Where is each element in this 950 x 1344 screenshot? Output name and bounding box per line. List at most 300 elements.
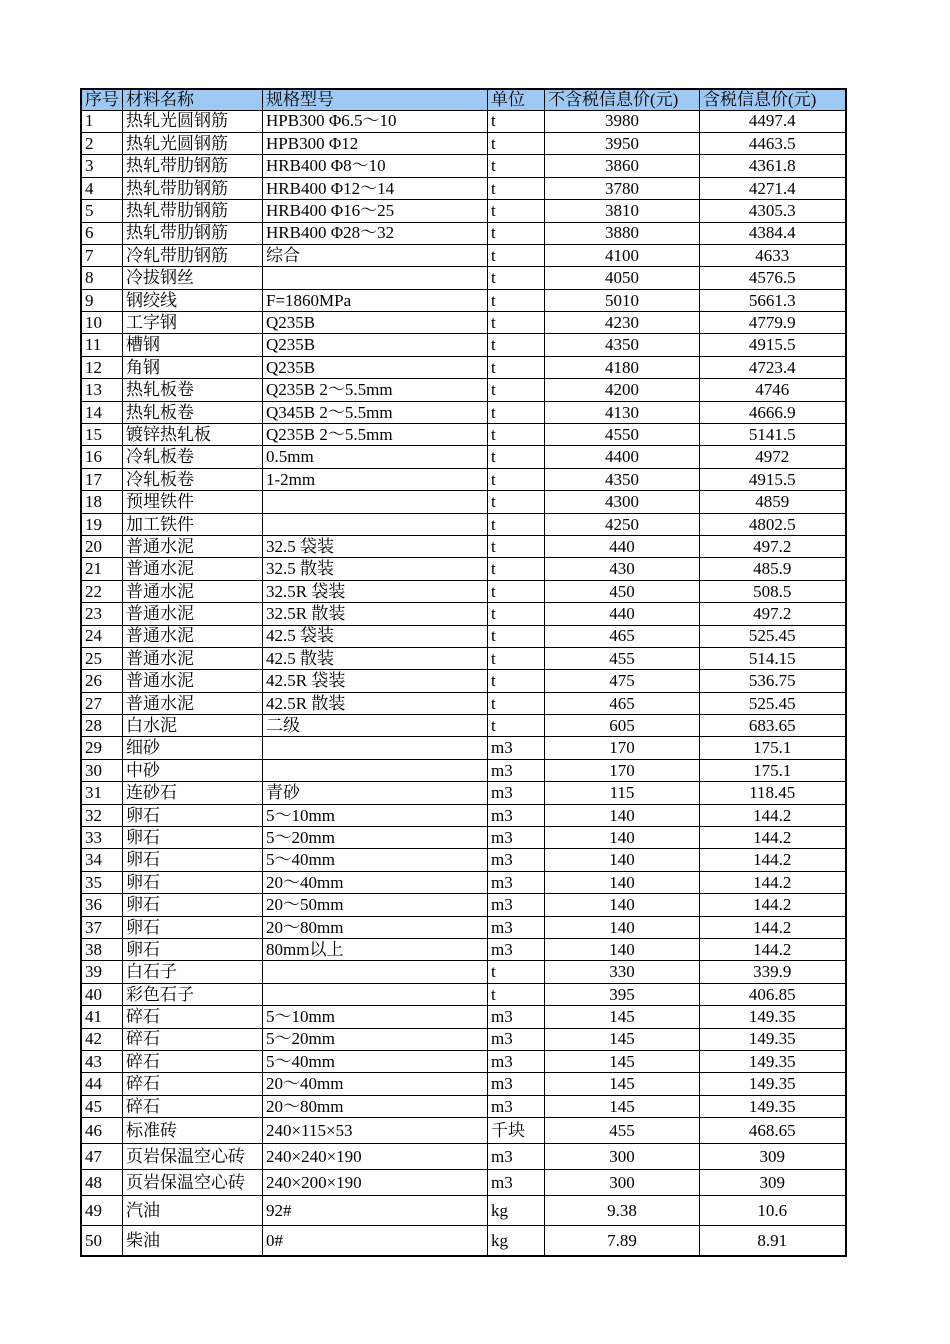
cell-price_ex[interactable]: 455 [545, 1118, 700, 1144]
cell-name[interactable]: 卵石 [123, 871, 263, 893]
cell-spec[interactable]: 20～40mm [263, 871, 488, 893]
cell-no[interactable]: 19 [81, 513, 123, 535]
cell-price_ex[interactable]: 140 [545, 894, 700, 916]
cell-unit[interactable]: m3 [488, 1095, 545, 1117]
cell-unit[interactable]: m3 [488, 849, 545, 871]
cell-price_ex[interactable]: 475 [545, 670, 700, 692]
cell-unit[interactable]: m3 [488, 1028, 545, 1050]
cell-name[interactable]: 彩色石子 [123, 983, 263, 1005]
cell-price_inc[interactable]: 10.6 [700, 1196, 846, 1226]
cell-no[interactable]: 32 [81, 804, 123, 826]
cell-spec[interactable]: 1-2mm [263, 468, 488, 490]
cell-name[interactable]: 热轧带肋钢筋 [123, 222, 263, 244]
cell-spec[interactable]: 240×240×190 [263, 1144, 488, 1170]
cell-no[interactable]: 46 [81, 1118, 123, 1144]
header-cell-unit[interactable]: 单位 [488, 89, 545, 110]
cell-name[interactable]: 卵石 [123, 894, 263, 916]
cell-name[interactable]: 工字钢 [123, 312, 263, 334]
cell-price_ex[interactable]: 4350 [545, 334, 700, 356]
cell-price_ex[interactable]: 430 [545, 558, 700, 580]
cell-unit[interactable]: m3 [488, 894, 545, 916]
cell-price_inc[interactable]: 5661.3 [700, 289, 846, 311]
cell-price_inc[interactable]: 525.45 [700, 692, 846, 714]
cell-price_inc[interactable]: 149.35 [700, 1050, 846, 1072]
cell-unit[interactable]: t [488, 334, 545, 356]
cell-spec[interactable] [263, 737, 488, 759]
cell-name[interactable]: 普通水泥 [123, 647, 263, 669]
cell-name[interactable]: 普通水泥 [123, 558, 263, 580]
cell-name[interactable]: 冷轧板卷 [123, 468, 263, 490]
cell-unit[interactable]: t [488, 513, 545, 535]
cell-unit[interactable]: t [488, 625, 545, 647]
cell-spec[interactable]: HPB300 Φ12 [263, 132, 488, 154]
cell-unit[interactable]: kg [488, 1196, 545, 1226]
header-cell-price-inc[interactable]: 含税信息价(元) [700, 89, 846, 110]
cell-price_ex[interactable]: 145 [545, 1095, 700, 1117]
cell-spec[interactable]: HRB400 Φ8～10 [263, 155, 488, 177]
cell-name[interactable]: 普通水泥 [123, 603, 263, 625]
cell-spec[interactable]: 42.5 袋装 [263, 625, 488, 647]
cell-no[interactable]: 41 [81, 1006, 123, 1028]
cell-no[interactable]: 6 [81, 222, 123, 244]
cell-no[interactable]: 21 [81, 558, 123, 580]
cell-spec[interactable]: Q235B 2～5.5mm [263, 424, 488, 446]
cell-no[interactable]: 1 [81, 110, 123, 132]
cell-unit[interactable]: t [488, 177, 545, 199]
cell-no[interactable]: 47 [81, 1144, 123, 1170]
cell-name[interactable]: 冷轧板卷 [123, 446, 263, 468]
cell-spec[interactable]: 5～10mm [263, 1006, 488, 1028]
cell-price_inc[interactable]: 4779.9 [700, 312, 846, 334]
cell-name[interactable]: 柴油 [123, 1226, 263, 1256]
cell-spec[interactable] [263, 513, 488, 535]
cell-spec[interactable] [263, 961, 488, 983]
cell-price_ex[interactable]: 170 [545, 759, 700, 781]
cell-name[interactable]: 中砂 [123, 759, 263, 781]
cell-price_ex[interactable]: 140 [545, 804, 700, 826]
cell-unit[interactable]: t [488, 244, 545, 266]
cell-price_inc[interactable]: 149.35 [700, 1006, 846, 1028]
cell-unit[interactable]: t [488, 535, 545, 557]
cell-price_ex[interactable]: 4100 [545, 244, 700, 266]
cell-name[interactable]: 槽钢 [123, 334, 263, 356]
cell-unit[interactable]: t [488, 356, 545, 378]
cell-name[interactable]: 白水泥 [123, 715, 263, 737]
cell-price_inc[interactable]: 4497.4 [700, 110, 846, 132]
cell-no[interactable]: 35 [81, 871, 123, 893]
cell-price_ex[interactable]: 330 [545, 961, 700, 983]
header-cell-name[interactable]: 材料名称 [123, 89, 263, 110]
header-cell-no[interactable]: 序号 [81, 89, 123, 110]
cell-price_ex[interactable]: 440 [545, 603, 700, 625]
cell-price_inc[interactable]: 339.9 [700, 961, 846, 983]
cell-spec[interactable]: 5～20mm [263, 1028, 488, 1050]
cell-spec[interactable]: 5～40mm [263, 1050, 488, 1072]
cell-no[interactable]: 27 [81, 692, 123, 714]
cell-price_ex[interactable]: 395 [545, 983, 700, 1005]
cell-name[interactable]: 普通水泥 [123, 692, 263, 714]
cell-price_inc[interactable]: 144.2 [700, 894, 846, 916]
cell-price_ex[interactable]: 3860 [545, 155, 700, 177]
cell-spec[interactable]: HRB400 Φ28～32 [263, 222, 488, 244]
cell-price_inc[interactable]: 4746 [700, 379, 846, 401]
cell-spec[interactable]: 240×200×190 [263, 1170, 488, 1196]
cell-spec[interactable]: Q345B 2～5.5mm [263, 401, 488, 423]
cell-no[interactable]: 49 [81, 1196, 123, 1226]
cell-name[interactable]: 卵石 [123, 916, 263, 938]
cell-name[interactable]: 热轧板卷 [123, 401, 263, 423]
cell-no[interactable]: 31 [81, 782, 123, 804]
cell-price_ex[interactable]: 4050 [545, 267, 700, 289]
cell-price_ex[interactable]: 4550 [545, 424, 700, 446]
cell-price_ex[interactable]: 450 [545, 580, 700, 602]
cell-no[interactable]: 34 [81, 849, 123, 871]
cell-no[interactable]: 44 [81, 1073, 123, 1095]
cell-name[interactable]: 汽油 [123, 1196, 263, 1226]
cell-no[interactable]: 45 [81, 1095, 123, 1117]
cell-spec[interactable] [263, 759, 488, 781]
cell-price_inc[interactable]: 5141.5 [700, 424, 846, 446]
cell-spec[interactable]: 80mm以上 [263, 939, 488, 961]
cell-price_ex[interactable]: 4230 [545, 312, 700, 334]
cell-no[interactable]: 20 [81, 535, 123, 557]
cell-no[interactable]: 33 [81, 827, 123, 849]
cell-name[interactable]: 热轧带肋钢筋 [123, 155, 263, 177]
cell-spec[interactable]: 综合 [263, 244, 488, 266]
cell-price_ex[interactable]: 145 [545, 1073, 700, 1095]
cell-price_ex[interactable]: 465 [545, 692, 700, 714]
cell-name[interactable]: 普通水泥 [123, 625, 263, 647]
cell-no[interactable]: 23 [81, 603, 123, 625]
cell-unit[interactable]: t [488, 603, 545, 625]
cell-spec[interactable]: 42.5 散装 [263, 647, 488, 669]
cell-unit[interactable]: t [488, 132, 545, 154]
cell-price_inc[interactable]: 485.9 [700, 558, 846, 580]
cell-unit[interactable]: t [488, 401, 545, 423]
cell-unit[interactable]: t [488, 558, 545, 580]
cell-no[interactable]: 14 [81, 401, 123, 423]
cell-price_inc[interactable]: 4723.4 [700, 356, 846, 378]
cell-spec[interactable]: HPB300 Φ6.5～10 [263, 110, 488, 132]
cell-no[interactable]: 16 [81, 446, 123, 468]
cell-unit[interactable]: m3 [488, 939, 545, 961]
cell-price_ex[interactable]: 4180 [545, 356, 700, 378]
cell-unit[interactable]: 千块 [488, 1118, 545, 1144]
cell-spec[interactable]: 32.5 散装 [263, 558, 488, 580]
cell-price_inc[interactable]: 497.2 [700, 535, 846, 557]
cell-no[interactable]: 38 [81, 939, 123, 961]
cell-no[interactable]: 28 [81, 715, 123, 737]
cell-spec[interactable]: 32.5R 散装 [263, 603, 488, 625]
cell-price_inc[interactable]: 683.65 [700, 715, 846, 737]
cell-unit[interactable]: t [488, 491, 545, 513]
cell-name[interactable]: 碎石 [123, 1050, 263, 1072]
cell-unit[interactable]: m3 [488, 916, 545, 938]
cell-price_inc[interactable]: 4666.9 [700, 401, 846, 423]
cell-name[interactable]: 普通水泥 [123, 535, 263, 557]
cell-price_ex[interactable]: 3780 [545, 177, 700, 199]
cell-price_ex[interactable]: 300 [545, 1144, 700, 1170]
cell-unit[interactable]: t [488, 647, 545, 669]
cell-no[interactable]: 12 [81, 356, 123, 378]
cell-unit[interactable]: t [488, 468, 545, 490]
cell-spec[interactable]: 32.5 袋装 [263, 535, 488, 557]
cell-unit[interactable]: kg [488, 1226, 545, 1256]
cell-price_inc[interactable]: 149.35 [700, 1095, 846, 1117]
cell-spec[interactable]: F=1860MPa [263, 289, 488, 311]
cell-name[interactable]: 卵石 [123, 827, 263, 849]
cell-price_inc[interactable]: 144.2 [700, 804, 846, 826]
cell-price_ex[interactable]: 4350 [545, 468, 700, 490]
cell-price_inc[interactable]: 149.35 [700, 1073, 846, 1095]
cell-spec[interactable]: 0# [263, 1226, 488, 1256]
cell-price_ex[interactable]: 140 [545, 916, 700, 938]
cell-price_ex[interactable]: 4250 [545, 513, 700, 535]
cell-no[interactable]: 13 [81, 379, 123, 401]
cell-price_ex[interactable]: 440 [545, 535, 700, 557]
cell-name[interactable]: 标准砖 [123, 1118, 263, 1144]
cell-name[interactable]: 预埋铁件 [123, 491, 263, 513]
cell-spec[interactable]: 42.5R 散装 [263, 692, 488, 714]
cell-price_ex[interactable]: 7.89 [545, 1226, 700, 1256]
cell-price_inc[interactable]: 4633 [700, 244, 846, 266]
cell-unit[interactable]: t [488, 200, 545, 222]
cell-no[interactable]: 17 [81, 468, 123, 490]
cell-no[interactable]: 50 [81, 1226, 123, 1256]
cell-spec[interactable]: 青砂 [263, 782, 488, 804]
cell-spec[interactable]: 二级 [263, 715, 488, 737]
cell-no[interactable]: 4 [81, 177, 123, 199]
cell-price_ex[interactable]: 605 [545, 715, 700, 737]
cell-no[interactable]: 48 [81, 1170, 123, 1196]
cell-price_inc[interactable]: 525.45 [700, 625, 846, 647]
cell-name[interactable]: 冷拔钢丝 [123, 267, 263, 289]
cell-unit[interactable]: m3 [488, 737, 545, 759]
cell-unit[interactable]: t [488, 267, 545, 289]
cell-spec[interactable]: 32.5R 袋装 [263, 580, 488, 602]
cell-price_ex[interactable]: 145 [545, 1050, 700, 1072]
cell-price_ex[interactable]: 9.38 [545, 1196, 700, 1226]
cell-no[interactable]: 7 [81, 244, 123, 266]
cell-unit[interactable]: t [488, 670, 545, 692]
cell-price_ex[interactable]: 140 [545, 849, 700, 871]
cell-price_inc[interactable]: 309 [700, 1144, 846, 1170]
cell-price_inc[interactable]: 406.85 [700, 983, 846, 1005]
cell-spec[interactable]: Q235B [263, 356, 488, 378]
cell-price_inc[interactable]: 4915.5 [700, 468, 846, 490]
cell-name[interactable]: 碎石 [123, 1006, 263, 1028]
cell-unit[interactable]: t [488, 692, 545, 714]
cell-spec[interactable]: 5～10mm [263, 804, 488, 826]
cell-spec[interactable]: 240×115×53 [263, 1118, 488, 1144]
cell-price_inc[interactable]: 4802.5 [700, 513, 846, 535]
cell-price_inc[interactable]: 468.65 [700, 1118, 846, 1144]
cell-name[interactable]: 冷轧带肋钢筋 [123, 244, 263, 266]
cell-price_inc[interactable]: 497.2 [700, 603, 846, 625]
cell-price_ex[interactable]: 465 [545, 625, 700, 647]
cell-price_inc[interactable]: 144.2 [700, 849, 846, 871]
cell-unit[interactable]: t [488, 379, 545, 401]
cell-price_ex[interactable]: 140 [545, 827, 700, 849]
cell-unit[interactable]: t [488, 110, 545, 132]
cell-price_inc[interactable]: 536.75 [700, 670, 846, 692]
cell-price_inc[interactable]: 4576.5 [700, 267, 846, 289]
cell-name[interactable]: 热轧带肋钢筋 [123, 200, 263, 222]
cell-spec[interactable]: 5～40mm [263, 849, 488, 871]
cell-spec[interactable]: 20～50mm [263, 894, 488, 916]
cell-price_ex[interactable]: 4200 [545, 379, 700, 401]
cell-no[interactable]: 37 [81, 916, 123, 938]
cell-spec[interactable]: 0.5mm [263, 446, 488, 468]
cell-price_ex[interactable]: 145 [545, 1006, 700, 1028]
cell-unit[interactable]: m3 [488, 759, 545, 781]
cell-spec[interactable] [263, 267, 488, 289]
cell-no[interactable]: 26 [81, 670, 123, 692]
cell-name[interactable]: 卵石 [123, 939, 263, 961]
cell-price_ex[interactable]: 145 [545, 1028, 700, 1050]
cell-name[interactable]: 细砂 [123, 737, 263, 759]
cell-spec[interactable]: 20～80mm [263, 916, 488, 938]
cell-no[interactable]: 18 [81, 491, 123, 513]
cell-spec[interactable]: 42.5R 袋装 [263, 670, 488, 692]
cell-price_inc[interactable]: 144.2 [700, 871, 846, 893]
cell-unit[interactable]: m3 [488, 804, 545, 826]
cell-unit[interactable]: m3 [488, 782, 545, 804]
cell-unit[interactable]: m3 [488, 1073, 545, 1095]
cell-price_ex[interactable]: 3880 [545, 222, 700, 244]
cell-name[interactable]: 钢绞线 [123, 289, 263, 311]
cell-price_inc[interactable]: 4361.8 [700, 155, 846, 177]
cell-no[interactable]: 3 [81, 155, 123, 177]
cell-unit[interactable]: m3 [488, 1050, 545, 1072]
cell-price_ex[interactable]: 115 [545, 782, 700, 804]
cell-spec[interactable]: HRB400 Φ12～14 [263, 177, 488, 199]
cell-no[interactable]: 40 [81, 983, 123, 1005]
cell-unit[interactable]: t [488, 289, 545, 311]
cell-name[interactable]: 卵石 [123, 804, 263, 826]
cell-price_inc[interactable]: 118.45 [700, 782, 846, 804]
cell-price_inc[interactable]: 508.5 [700, 580, 846, 602]
cell-name[interactable]: 角钢 [123, 356, 263, 378]
cell-spec[interactable]: Q235B [263, 312, 488, 334]
cell-no[interactable]: 43 [81, 1050, 123, 1072]
cell-price_ex[interactable]: 4400 [545, 446, 700, 468]
cell-price_ex[interactable]: 4130 [545, 401, 700, 423]
cell-no[interactable]: 11 [81, 334, 123, 356]
cell-price_inc[interactable]: 514.15 [700, 647, 846, 669]
header-cell-price-ex[interactable]: 不含税信息价(元) [545, 89, 700, 110]
cell-unit[interactable]: t [488, 580, 545, 602]
cell-price_inc[interactable]: 144.2 [700, 827, 846, 849]
cell-price_inc[interactable]: 4915.5 [700, 334, 846, 356]
cell-price_inc[interactable]: 4859 [700, 491, 846, 513]
cell-unit[interactable]: t [488, 961, 545, 983]
cell-no[interactable]: 25 [81, 647, 123, 669]
cell-price_ex[interactable]: 300 [545, 1170, 700, 1196]
cell-no[interactable]: 8 [81, 267, 123, 289]
cell-name[interactable]: 碎石 [123, 1073, 263, 1095]
cell-spec[interactable]: Q235B 2～5.5mm [263, 379, 488, 401]
cell-name[interactable]: 普通水泥 [123, 670, 263, 692]
cell-price_inc[interactable]: 4384.4 [700, 222, 846, 244]
cell-unit[interactable]: t [488, 446, 545, 468]
cell-price_inc[interactable]: 175.1 [700, 737, 846, 759]
cell-no[interactable]: 2 [81, 132, 123, 154]
cell-name[interactable]: 热轧光圆钢筋 [123, 110, 263, 132]
cell-unit[interactable]: m3 [488, 1006, 545, 1028]
cell-price_ex[interactable]: 3980 [545, 110, 700, 132]
cell-price_ex[interactable]: 5010 [545, 289, 700, 311]
cell-price_inc[interactable]: 309 [700, 1170, 846, 1196]
cell-unit[interactable]: m3 [488, 1170, 545, 1196]
cell-price_ex[interactable]: 3950 [545, 132, 700, 154]
cell-unit[interactable]: m3 [488, 1144, 545, 1170]
cell-name[interactable]: 普通水泥 [123, 580, 263, 602]
cell-name[interactable]: 碎石 [123, 1095, 263, 1117]
cell-no[interactable]: 10 [81, 312, 123, 334]
cell-unit[interactable]: t [488, 424, 545, 446]
cell-spec[interactable]: 92# [263, 1196, 488, 1226]
cell-unit[interactable]: t [488, 715, 545, 737]
cell-no[interactable]: 39 [81, 961, 123, 983]
cell-unit[interactable]: t [488, 155, 545, 177]
cell-price_inc[interactable]: 4972 [700, 446, 846, 468]
cell-name[interactable]: 热轧光圆钢筋 [123, 132, 263, 154]
cell-no[interactable]: 29 [81, 737, 123, 759]
cell-no[interactable]: 36 [81, 894, 123, 916]
cell-price_inc[interactable]: 149.35 [700, 1028, 846, 1050]
cell-name[interactable]: 白石子 [123, 961, 263, 983]
cell-spec[interactable] [263, 983, 488, 1005]
cell-spec[interactable] [263, 491, 488, 513]
cell-spec[interactable]: HRB400 Φ16～25 [263, 200, 488, 222]
cell-no[interactable]: 9 [81, 289, 123, 311]
cell-unit[interactable]: t [488, 222, 545, 244]
cell-spec[interactable]: 20～80mm [263, 1095, 488, 1117]
cell-unit[interactable]: t [488, 312, 545, 334]
cell-name[interactable]: 碎石 [123, 1028, 263, 1050]
cell-name[interactable]: 加工铁件 [123, 513, 263, 535]
cell-no[interactable]: 30 [81, 759, 123, 781]
cell-price_inc[interactable]: 144.2 [700, 939, 846, 961]
cell-price_inc[interactable]: 144.2 [700, 916, 846, 938]
cell-name[interactable]: 热轧板卷 [123, 379, 263, 401]
cell-price_inc[interactable]: 4271.4 [700, 177, 846, 199]
cell-no[interactable]: 24 [81, 625, 123, 647]
cell-no[interactable]: 5 [81, 200, 123, 222]
cell-price_inc[interactable]: 175.1 [700, 759, 846, 781]
cell-price_ex[interactable]: 140 [545, 871, 700, 893]
cell-price_inc[interactable]: 4463.5 [700, 132, 846, 154]
cell-no[interactable]: 22 [81, 580, 123, 602]
cell-price_ex[interactable]: 170 [545, 737, 700, 759]
cell-price_ex[interactable]: 455 [545, 647, 700, 669]
cell-spec[interactable]: 5～20mm [263, 827, 488, 849]
cell-unit[interactable]: m3 [488, 871, 545, 893]
cell-no[interactable]: 42 [81, 1028, 123, 1050]
cell-name[interactable]: 页岩保温空心砖 [123, 1144, 263, 1170]
cell-price_inc[interactable]: 8.91 [700, 1226, 846, 1256]
cell-spec[interactable]: 20～40mm [263, 1073, 488, 1095]
cell-name[interactable]: 镀锌热轧板 [123, 424, 263, 446]
cell-unit[interactable]: m3 [488, 827, 545, 849]
cell-no[interactable]: 15 [81, 424, 123, 446]
cell-name[interactable]: 热轧带肋钢筋 [123, 177, 263, 199]
header-cell-spec[interactable]: 规格型号 [263, 89, 488, 110]
cell-name[interactable]: 页岩保温空心砖 [123, 1170, 263, 1196]
cell-unit[interactable]: t [488, 983, 545, 1005]
cell-spec[interactable]: Q235B [263, 334, 488, 356]
